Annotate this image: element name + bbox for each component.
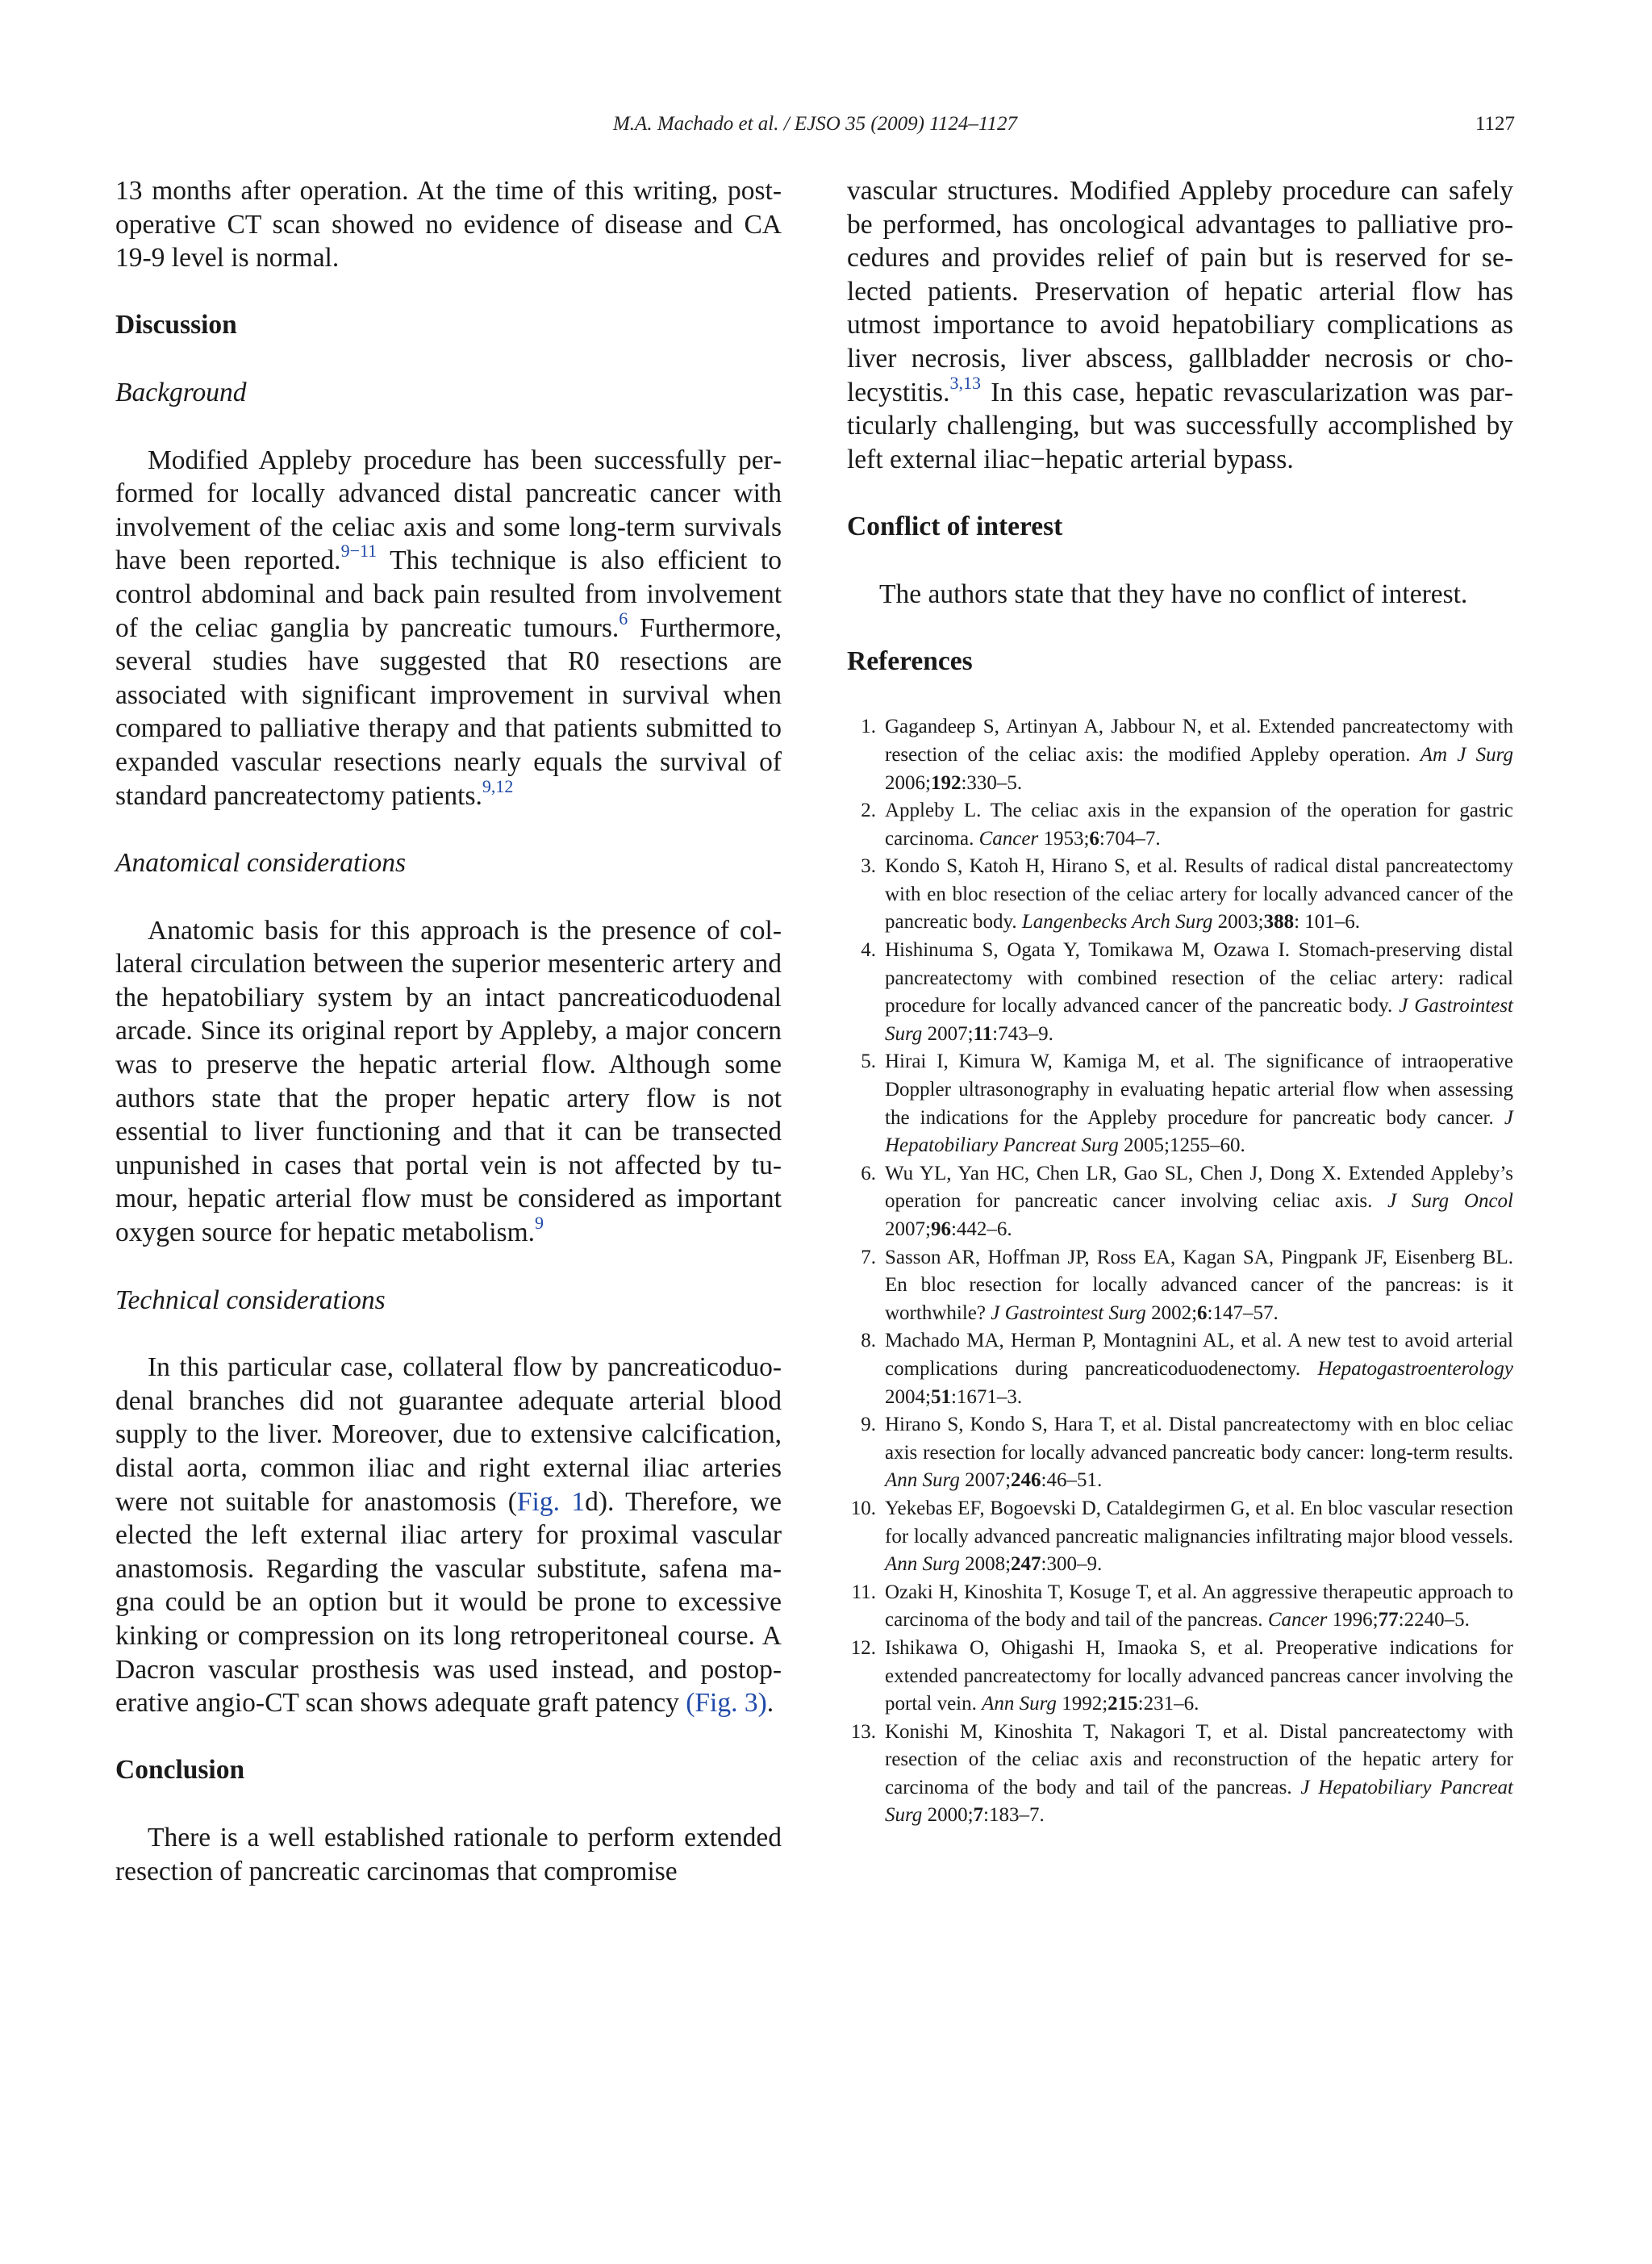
reference-pages: : 101–6.: [1294, 911, 1361, 934]
reference-authors-title: Konishi M, Kinoshita T, Nakagori T, et al. Distal pancreatectomy with resection of the celiac axis and reconstruction of the hepatic artery for carcinoma of the body and tail of the pancreas.: [885, 1720, 1513, 1798]
reference-year: 2003;: [1212, 911, 1264, 934]
paragraph-conclusion-cont: [847, 174, 1513, 476]
citation-link[interactable]: 9−11: [340, 541, 378, 562]
reference-journal: Langenbecks Arch Surg: [1021, 911, 1213, 934]
subheading-background: Background: [115, 377, 247, 407]
reference-pages: :442–6.: [950, 1218, 1012, 1240]
reference-year: 2007;: [885, 1218, 931, 1240]
running-title: M.A. Machado et al. / EJSO 35 (2009) 1124–1127: [612, 113, 1018, 135]
reference-number: 5.: [861, 1051, 876, 1073]
reference-number: 2.: [861, 800, 876, 822]
reference-item: [847, 1244, 1513, 1328]
reference-year: 1992;: [1056, 1693, 1108, 1715]
reference-authors-title: Machado MA, Herman P, Montagnini AL, et al. A new test to avoid arterial complications during pancreaticoduodenectomy.: [885, 1330, 1513, 1380]
reference-pages: :147–57.: [1207, 1301, 1279, 1324]
reference-item: [847, 797, 1513, 853]
reference-authors-title: Yekebas EF, Bogoevski D, Cataldegirmen G, et al. En bloc vascular resection for locally advanced pancreatic malignancies infiltrating major blood vessels.: [885, 1497, 1513, 1548]
reference-number: 4.: [861, 939, 876, 962]
reference-authors-title: Wu YL, Yan HC, Chen LR, Gao SL, Chen J, Dong X. Extended Appleby’s operation for pancreatic cancer involving celiac axis.: [885, 1162, 1513, 1213]
reference-number: 10.: [850, 1497, 876, 1519]
reference-authors-title: Hishinuma S, Ogata Y, Tomikawa M, Ozawa I. Stomach-preserving distal pancreatectomy with combined resection of the celiac artery: radical procedure for locally advanced cancer of the pancreatic body.: [885, 939, 1513, 1017]
reference-pages: :183–7.: [983, 1804, 1045, 1827]
reference-number: 13.: [850, 1720, 876, 1743]
text-run: Anatomic basis for this approach is the presence of collateral circulation between the superior mesenteric artery and the hepatobiliary system by an intact pancreaticoduodenal arcade. Since its original report by Appleby, a major concern was to preserve the hepatic arterial flow. Although some authors state that the proper hepatic artery flow is not essential to liver functioning and that it can be transected unpunished in cases that portal vein is not affected by tumour, hepatic arterial flow must be considered as important oxygen source for hepatic metabolism.: [115, 915, 782, 1248]
text-run: vascular structures. Modified Appleby procedure can safely be performed, has oncological advantages to palliative procedures and provides relief of pain but is reserved for selected patients. Preservation of hepatic arterial flow has utmost importance to avoid hepatobiliary complications as liver necrosis, liver abscess, gallbladder necrosis or cholecystitis.: [847, 176, 1513, 407]
text-run: d). Therefore, we elected the left external iliac artery for proximal vascular anastomosis. Regarding the vascular substitute, safena magna could be an option but it would be prone to excessive kinking or compression on its long retroperitoneal course. A Dacron vascular prosthesis was used instead, and postoperative angio-CT scan shows adequate graft patency: [115, 1486, 782, 1719]
running-header: [115, 113, 1515, 150]
reference-journal: J Gastrointest Surg: [991, 1301, 1146, 1324]
subheading-anatomical: Anatomical considerations: [115, 848, 407, 879]
paragraph-conclusion: [115, 1821, 782, 1888]
reference-year: 2007;: [922, 1022, 974, 1045]
reference-year: 2004;: [885, 1385, 931, 1408]
reference-journal: Am J Surg: [1420, 743, 1513, 766]
text-run: Modified Appleby procedure has been successfully performed for locally advanced distal pancreatic cancer with involvement of the celiac axis and some long-term survivals have been reported.: [115, 445, 782, 576]
reference-item: [847, 713, 1513, 797]
reference-authors-title: Ozaki H, Kinoshita T, Kosuge T, et al. An aggressive therapeutic approach to carcinoma of the body and tail of the pancreas.: [885, 1581, 1513, 1631]
reference-journal: Cancer: [978, 827, 1039, 850]
reference-item: [847, 1327, 1513, 1411]
paragraph-technical: [115, 1351, 782, 1720]
reference-journal: Ann Surg: [885, 1553, 960, 1576]
figure-link[interactable]: (Fig. 3): [686, 1688, 767, 1719]
reference-pages: :1671–3.: [950, 1385, 1023, 1408]
reference-authors-title: Sasson AR, Hoffman JP, Ross EA, Kagan SA, Pingpank JF, Eisenberg BL. En bloc resection for locally advanced cancer of the pancreas: is it worthwhile?: [885, 1246, 1513, 1324]
reference-volume: 7: [973, 1804, 984, 1827]
reference-authors-title: Ishikawa O, Ohigashi H, Imaoka S, et al. Preoperative indications for extended pancreatectomy for locally advanced pancreas cancer involving the portal vein.: [885, 1636, 1513, 1715]
text-run: In this case, hepatic revascularization was particularly challenging, but was successfully accomplished by left external iliac−hepatic arterial bypass.: [847, 377, 1513, 474]
reference-authors-title: Appleby L. The celiac axis in the expansion of the operation for gastric carcinoma.: [885, 800, 1513, 850]
reference-number: 6.: [861, 1162, 876, 1184]
paragraph-background: [115, 444, 782, 813]
reference-pages: :743–9.: [992, 1022, 1053, 1045]
reference-number: 7.: [861, 1246, 876, 1268]
reference-volume: 6: [1197, 1301, 1208, 1324]
reference-pages: :46–51.: [1041, 1469, 1103, 1492]
reference-year: 1996;: [1327, 1609, 1379, 1631]
reference-year: 2000;: [922, 1804, 974, 1827]
paragraph-conflict: [847, 578, 1513, 612]
reference-number: 3.: [861, 855, 876, 878]
reference-pages: :300–9.: [1041, 1553, 1103, 1576]
reference-authors-title: Gagandeep S, Artinyan A, Jabbour N, et al. Extended pancreatectomy with resection of the celiac axis: the modified Appleby operation.: [885, 716, 1513, 766]
text-run: In this particular case, collateral flow by pancreaticoduodenal branches did not guarantee adequate arterial blood supply to the liver. Moreover, due to extensive calcification, distal aorta, common iliac and right external iliac arteries were not suitable for anastomosis (: [115, 1352, 782, 1517]
heading-discussion: Discussion: [115, 310, 237, 340]
text-run: This technique is also efficient to control abdominal and back pain resulted from involvement of the celiac ganglia by pancreatic tumours.: [115, 545, 782, 643]
citation-link[interactable]: 3,13: [949, 372, 981, 393]
reference-pages: :704–7.: [1099, 827, 1161, 850]
reference-number: 8.: [861, 1330, 876, 1352]
reference-item: [847, 1495, 1513, 1579]
reference-item: [847, 1635, 1513, 1719]
reference-year: 2005;1255–60.: [1118, 1134, 1245, 1157]
reference-authors-title: Hirano S, Kondo S, Hara T, et al. Distal pancreatectomy with en bloc celiac axis resection for locally advanced pancreatic body cancer: long-term results.: [885, 1414, 1513, 1464]
reference-volume: 51: [930, 1385, 951, 1408]
right-column: [847, 174, 1513, 1830]
reference-journal: J Surg Oncol: [1387, 1190, 1513, 1213]
heading-references: References: [847, 645, 973, 676]
figure-link[interactable]: Fig. 1: [516, 1486, 586, 1517]
reference-journal: Hepatogastroenterology: [1317, 1357, 1513, 1380]
reference-item: [847, 1579, 1513, 1635]
reference-year: 2002;: [1145, 1301, 1198, 1324]
reference-number: 1.: [861, 716, 876, 738]
reference-journal: J Hepatobiliary Pancreat Surg: [885, 1106, 1513, 1157]
reference-journal: J Hepatobiliary Pancreat Surg: [885, 1776, 1513, 1827]
reference-item: [847, 1160, 1513, 1244]
subheading-technical: Technical considerations: [115, 1284, 386, 1315]
paragraph-intro: [115, 174, 782, 275]
reference-number: 12.: [850, 1636, 876, 1659]
citation-link[interactable]: 9,12: [482, 775, 514, 796]
reference-authors-title: Hirai I, Kimura W, Kamiga M, et al. The significance of intraoperative Doppler ultrasonography in evaluating hepatic arterial flow when assessing the indications for the Appleby procedure for pancreatic body cancer.: [885, 1051, 1513, 1129]
reference-item: [847, 1048, 1513, 1159]
reference-volume: 246: [1011, 1469, 1041, 1492]
text-run: The authors state that they have no conflict of interest.: [879, 579, 1468, 609]
reference-year: 1953;: [1038, 827, 1090, 850]
reference-volume: 192: [930, 771, 962, 794]
reference-item: [847, 937, 1513, 1048]
reference-item: [847, 853, 1513, 937]
reference-pages: :231–6.: [1137, 1693, 1199, 1715]
reference-volume: 11: [973, 1022, 993, 1045]
heading-conclusion: Conclusion: [115, 1755, 245, 1786]
page-number: 1127: [1475, 113, 1515, 135]
reference-volume: 6: [1089, 827, 1099, 850]
reference-number: 11.: [851, 1581, 876, 1603]
reference-year: 2008;: [959, 1553, 1012, 1576]
text-run: .: [766, 1688, 774, 1719]
reference-journal: Ann Surg: [885, 1469, 960, 1492]
reference-number: 9.: [861, 1414, 876, 1436]
citation-link[interactable]: 9: [535, 1213, 544, 1234]
reference-journal: Ann Surg: [982, 1693, 1057, 1715]
reference-volume: 215: [1108, 1693, 1138, 1715]
heading-conflict: Conflict of interest: [847, 511, 1063, 541]
text-run: There is a well established rationale to perform extended resection of pancreatic carcinomas that compromise: [115, 1822, 782, 1886]
citation-link[interactable]: 6: [619, 608, 628, 629]
reference-pages: :330–5.: [961, 771, 1023, 794]
reference-list: [847, 713, 1513, 1830]
reference-journal: J Gastrointest Surg: [885, 995, 1514, 1045]
reference-volume: 96: [930, 1218, 951, 1240]
reference-year: 2006;: [885, 771, 931, 794]
reference-volume: 388: [1263, 911, 1295, 934]
reference-pages: :2240–5.: [1398, 1609, 1470, 1631]
reference-authors-title: Kondo S, Katoh H, Hirano S, et al. Results of radical distal pancreatectomy with en bloc resection of the celiac artery for locally advanced cancer of the pancreatic body.: [885, 855, 1513, 934]
paragraph-anatomical: [115, 914, 782, 1250]
reference-volume: 247: [1011, 1553, 1041, 1576]
reference-volume: 77: [1378, 1609, 1399, 1631]
reference-journal: Cancer: [1267, 1609, 1328, 1631]
text-run: 13 months after operation. At the time of this writing, postoperative CT scan showed no evidence of disease and CA 19-9 level is normal.: [115, 176, 782, 274]
reference-item: [847, 1411, 1513, 1495]
left-column: [115, 174, 782, 1888]
text-run: Furthermore, several studies have suggested that R0 resections are associated with significant improvement in survival when compared to palliative therapy and that patients submitted to expanded vascular resections nearly equals the survival of standard pancreatectomy patients.: [115, 612, 782, 811]
reference-item: [847, 1719, 1513, 1830]
reference-year: 2007;: [959, 1469, 1012, 1492]
